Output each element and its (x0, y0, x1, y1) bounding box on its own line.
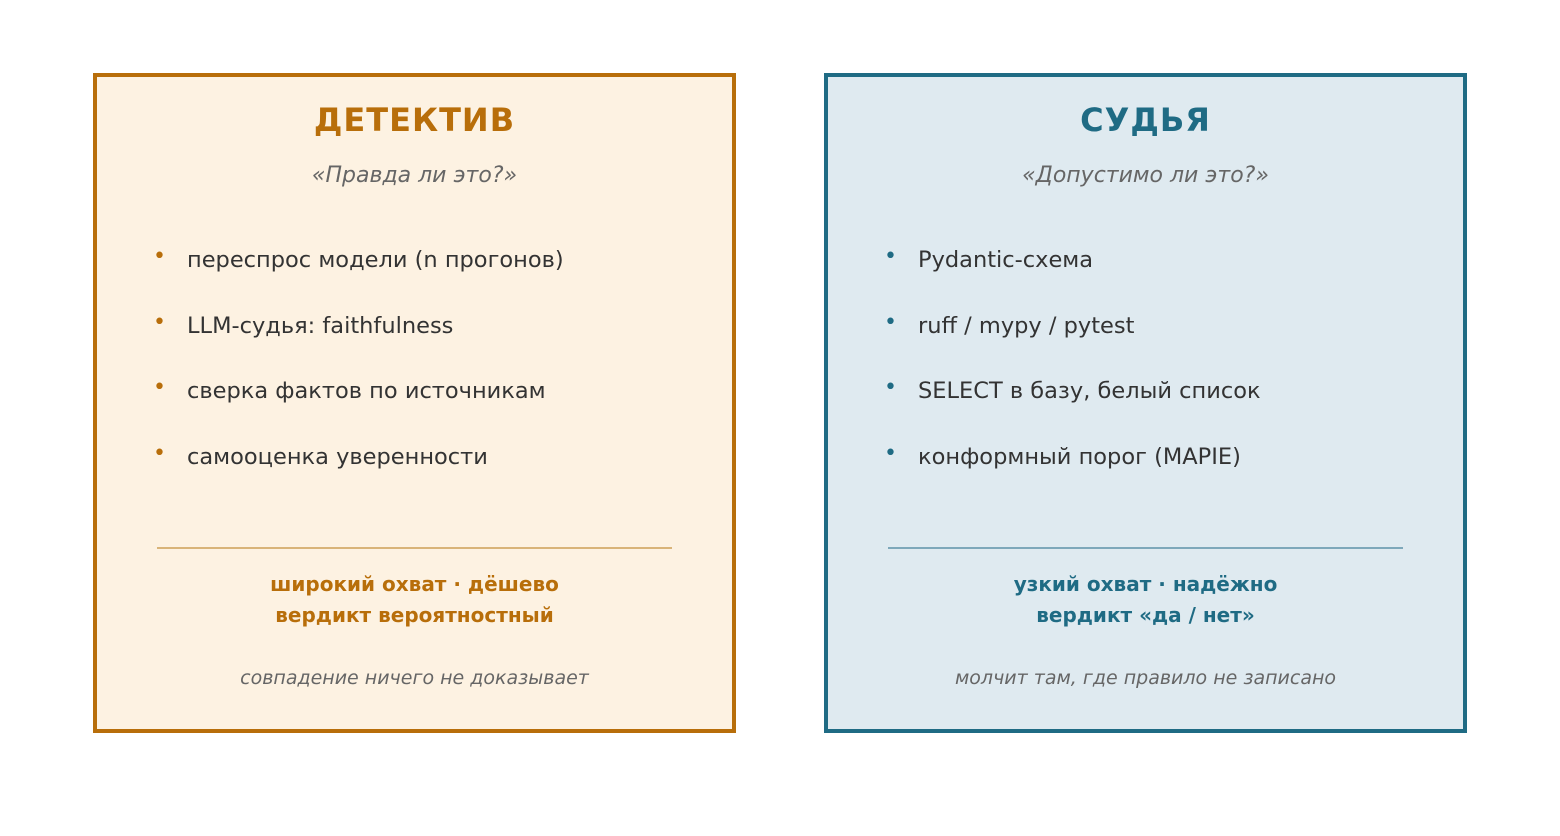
detective-summary (97, 569, 732, 631)
detective-summary-line2: вердикт вероятностный (275, 603, 554, 627)
list-item (97, 440, 732, 510)
judge-item-list (828, 244, 1463, 509)
bullet-dot-icon: • (884, 309, 897, 335)
judge-summary (828, 569, 1463, 631)
bullet-dot-icon: • (884, 440, 897, 466)
bullet-dot-icon: • (153, 375, 166, 400)
detective-panel (93, 73, 736, 733)
detective-item-list (97, 244, 732, 509)
detective-title: ДЕТЕКТИВ (313, 101, 516, 139)
list-item (828, 309, 1463, 379)
list-item (828, 375, 1463, 444)
bullet-dot-icon: • (884, 375, 897, 400)
list-item-label: Pydantic-схема (918, 247, 1094, 273)
judge-panel (824, 73, 1467, 733)
judge-summary-line2: вердикт «да / нет» (1036, 603, 1255, 627)
judge-footnote: молчит там, где правило не записано (954, 667, 1337, 689)
bullet-dot-icon: • (153, 244, 166, 269)
list-item-label: конформный порог (MAPIE) (918, 443, 1241, 470)
list-item-label: ruff / mypy / pytest (918, 312, 1135, 339)
bullet-dot-icon: • (153, 440, 166, 466)
judge-summary-line1: узкий охват · надёжно (1013, 572, 1278, 596)
bullet-dot-icon: • (153, 309, 166, 335)
bullet-dot-icon: • (884, 244, 897, 269)
detective-footnote: совпадение ничего не доказывает (240, 667, 589, 689)
detective-summary-line1: широкий охват · дёшево (270, 572, 559, 596)
judge-title: СУДЬЯ (1080, 101, 1211, 139)
list-item (97, 375, 732, 444)
list-item-label: SELECT в базу, белый список (918, 378, 1261, 404)
detective-divider (157, 547, 672, 549)
list-item (97, 244, 732, 313)
detective-question: «Правда ли это?» (311, 163, 518, 188)
list-item-label: LLM-судья: faithfulness (187, 312, 454, 339)
judge-divider (888, 547, 1403, 549)
list-item-label: самооценка уверенности (187, 443, 488, 470)
list-item (828, 440, 1463, 510)
list-item-label: переспрос модели (n прогонов) (187, 247, 564, 273)
list-item (97, 309, 732, 379)
list-item-label: сверка фактов по источникам (187, 378, 546, 404)
list-item (828, 244, 1463, 313)
judge-question: «Допустимо ли это?» (1022, 163, 1269, 188)
